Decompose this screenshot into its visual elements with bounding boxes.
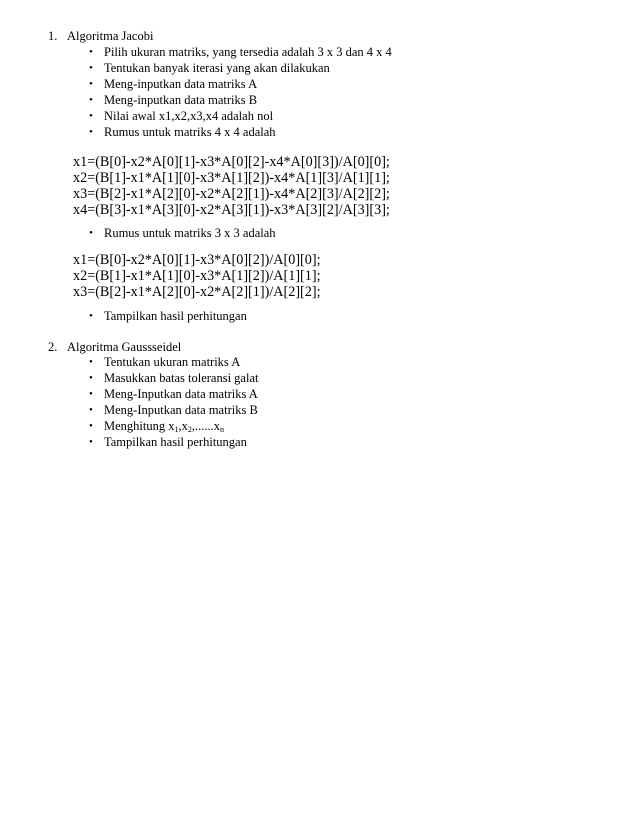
section-2-heading [48,340,181,355]
section-1-heading [48,29,153,44]
list-item-text: Pilih ukuran matriks, yang tersedia adalah 3 x 3 dan 4 x 4 [104,45,392,59]
bullet-icon: • [89,94,93,106]
formula-4x4-line: x2=(B[1]-x1*A[1][0]-x3*A[1][2])-x4*A[1][3]/A[1][1]; [73,170,390,186]
formula-4x4-line: x1=(B[0]-x2*A[0][1]-x3*A[0][2]-x4*A[0][3])/A[0][0]; [73,154,390,170]
subscript-n: n [219,425,224,434]
subscript-2: 2 [187,425,192,434]
bullet-icon: • [89,46,93,58]
bullet-icon: • [89,388,93,400]
list-item-text: Tampilkan hasil perhitungan [104,435,247,449]
section-1-number: 1. [48,29,58,43]
bullet-icon: • [89,356,93,368]
bullet-icon: • [89,126,93,138]
bullet-icon: • [89,227,93,239]
bullet-icon: • [89,110,93,122]
list-item-text: Masukkan batas toleransi galat [104,371,259,385]
section-2-title: Algoritma Gaussseidel [67,340,182,354]
formula-4x4-line: x4=(B[3]-x1*A[3][0]-x2*A[3][1])-x3*A[3][2]/A[3][3]; [73,202,390,218]
section-2-number: 2. [48,340,58,354]
list-item-text [104,419,224,434]
bullet-icon: • [89,372,93,384]
bullet-icon: • [89,404,93,416]
list-item-text: Rumus untuk matriks 4 x 4 adalah [104,125,276,139]
formula-4x4-line: x3=(B[2]-x1*A[2][0]-x2*A[2][1])-x4*A[2][3]/A[2][2]; [73,186,390,202]
bullet-icon: • [89,420,93,432]
bullet-icon: • [89,62,93,74]
list-item-text: Meng-Inputkan data matriks A [104,387,258,401]
formula-3x3-line: x2=(B[1]-x1*A[1][0]-x3*A[1][2])/A[1][1]; [73,268,321,284]
list-item-text: Tampilkan hasil perhitungan [104,309,247,323]
formula-3x3-line: x1=(B[0]-x2*A[0][1]-x3*A[0][2])/A[0][0]; [73,252,321,268]
bullet-icon: • [89,436,93,448]
list-item-text: Tentukan banyak iterasi yang akan dilakukan [104,61,330,75]
section-1-title: Algoritma Jacobi [67,29,154,43]
compute-separator: ,x [178,419,188,433]
subscript-1: 1 [174,425,179,434]
compute-prefix: Menghitung x [104,419,175,433]
bullet-icon: • [89,310,93,322]
bullet-icon: • [89,78,93,90]
list-item-text: Meng-Inputkan data matriks B [104,403,258,417]
compute-separator: ,......x [191,419,220,433]
list-item-text: Tentukan ukuran matriks A [104,355,241,369]
list-item-text: Meng-inputkan data matriks A [104,77,258,91]
list-item-text: Nilai awal x1,x2,x3,x4 adalah nol [104,109,274,123]
formula-3x3-line: x3=(B[2]-x1*A[2][0]-x2*A[2][1])/A[2][2]; [73,284,321,300]
list-item-text: Rumus untuk matriks 3 x 3 adalah [104,226,276,240]
list-item-text: Meng-inputkan data matriks B [104,93,258,107]
